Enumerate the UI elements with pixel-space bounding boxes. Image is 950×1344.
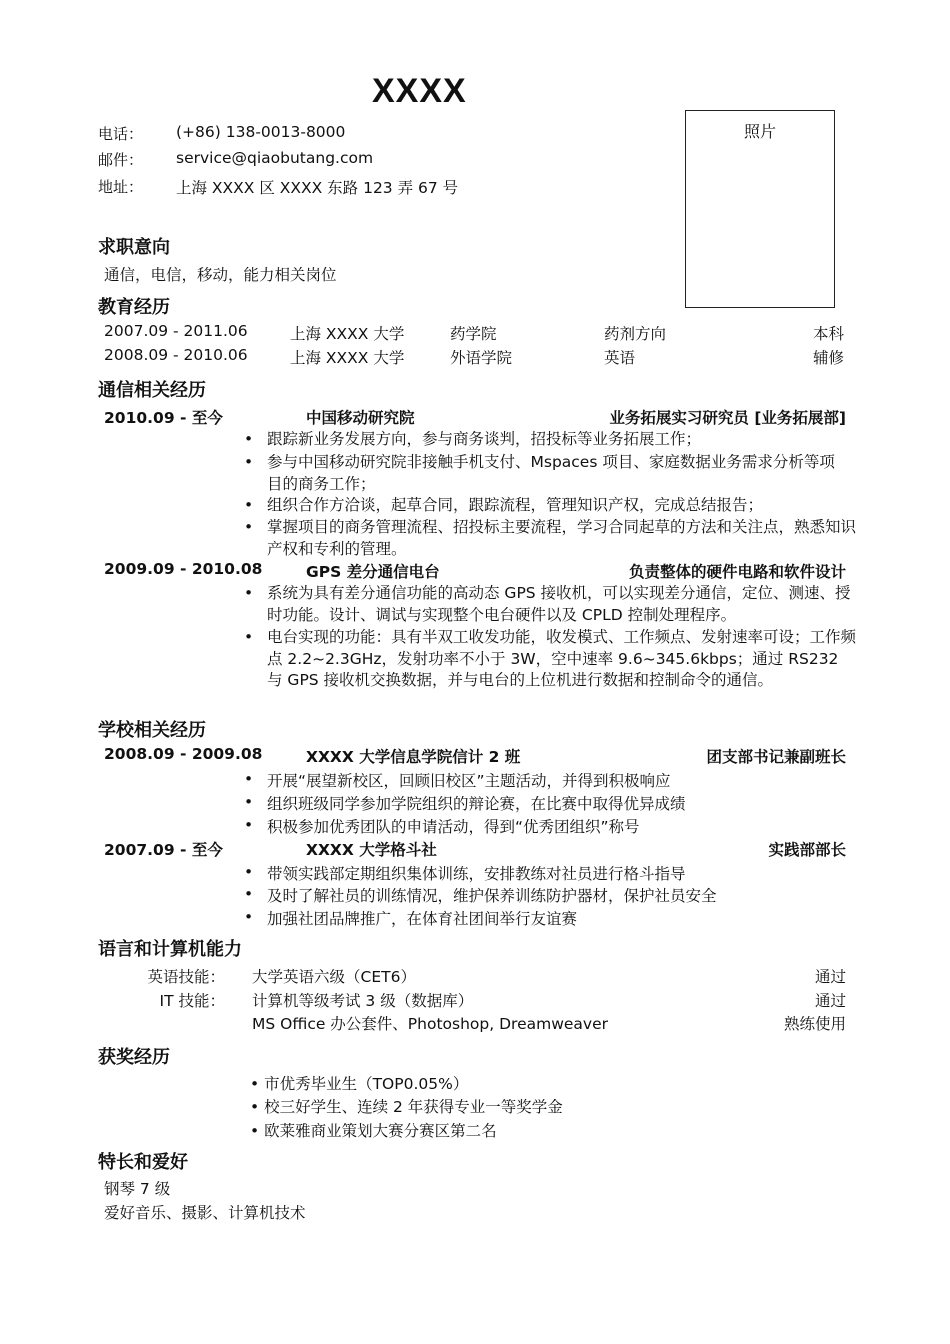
- skill-item: 计算机等级考试 3 级（数据库）: [252, 992, 474, 1010]
- edu-school: 上海 XXXX 大学: [290, 349, 405, 367]
- school-bullet: 积极参加优秀团队的申请活动，得到“优秀团组织”称号: [267, 818, 640, 836]
- bullet-dot: •: [244, 453, 254, 471]
- section-skills-heading: 语言和计算机能力: [98, 939, 242, 960]
- skill-status: 熟练使用: [783, 1015, 846, 1033]
- bullet-dot: •: [244, 496, 254, 514]
- school-bullet: 开展“展望新校区，回顾旧校区”主题活动，并得到积极响应: [267, 772, 671, 790]
- phone-value: (+86) 138-0013-8000: [176, 123, 346, 141]
- edu-major: 英语: [604, 349, 636, 367]
- section-school-heading: 学校相关经历: [98, 720, 206, 741]
- section-hobbies-heading: 特长和爱好: [98, 1152, 188, 1173]
- skill-label: IT 技能：: [159, 992, 225, 1010]
- hobby-item: 钢琴 7 级: [104, 1180, 171, 1198]
- bullet-dot: •: [244, 885, 254, 903]
- telecom-period: 2010.09 - 至今: [104, 409, 223, 427]
- telecom-bullet: 系统为具有差分通信功能的高动态 GPS 接收机，可以实现差分通信，定位、测速、授时功能。设计、调试与实现整个电台硬件以及 CPLD 控制处理程序。: [267, 584, 851, 624]
- telecom-bullet: 跟踪新业务发展方向，参与商务谈判，招投标等业务拓展工作；: [267, 430, 702, 448]
- photo-label: 照片: [744, 122, 777, 141]
- address-value: 上海 XXXX 区 XXXX 东路 123 弄 67 号: [176, 179, 459, 197]
- photo-placeholder: [685, 110, 835, 308]
- resume-name: XXXX: [372, 72, 467, 110]
- telecom-org: GPS 差分通信电台: [306, 563, 440, 581]
- school-org: XXXX 大学信息学院信计 2 班: [306, 748, 521, 766]
- skill-status: 通过: [814, 992, 846, 1010]
- section-objective-heading: 求职意向: [98, 237, 170, 258]
- edu-school: 上海 XXXX 大学: [290, 325, 405, 343]
- edu-dept: 药学院: [450, 325, 497, 343]
- skill-label: 英语技能：: [147, 968, 225, 986]
- award-item: • 市优秀毕业生（TOP0.05%）: [250, 1075, 469, 1093]
- address-label: 地址：: [98, 178, 144, 196]
- email-label: 邮件：: [98, 151, 144, 169]
- telecom-period: 2009.09 - 2010.08: [104, 560, 263, 578]
- bullet-dot: •: [244, 518, 254, 536]
- telecom-role: 负责整体的硬件电路和软件设计: [628, 563, 846, 581]
- bullet-dot: •: [244, 430, 254, 448]
- school-bullet: 加强社团品牌推广，在体育社团间举行友谊赛: [267, 910, 578, 928]
- school-role: 团支部书记兼副班长: [706, 748, 846, 766]
- skill-item: 大学英语六级（CET6）: [252, 968, 416, 986]
- school-org: XXXX 大学格斗社: [306, 841, 437, 859]
- edu-degree: 本科: [813, 325, 845, 343]
- bullet-dot: •: [244, 816, 254, 834]
- telecom-bullet: 参与中国移动研究院非接触手机支付、Mspaces 项目、家庭数据业务需求分析等项目的商务工作；: [267, 453, 835, 493]
- skill-status: 通过: [814, 968, 846, 986]
- telecom-bullet: 电台实现的功能：具有半双工收发功能，收发模式、工作频点、发射速率可设；工作频点 2.2~2.3GHz，发射功率不小于 3W，空中速率 9.6~345.6kbps；通过 RS232 与 GPS 接收机交换数据，并与电台的上位机进行数据和控制命令的通信。: [267, 628, 857, 689]
- edu-period: 2008.09 - 2010.06: [104, 346, 248, 364]
- telecom-org: 中国移动研究院: [306, 409, 415, 427]
- school-bullet: 组织班级同学参加学院组织的辩论赛，在比赛中取得优异成绩: [267, 795, 686, 813]
- edu-period: 2007.09 - 2011.06: [104, 322, 248, 340]
- bullet-dot: •: [244, 770, 254, 788]
- edu-degree: 辅修: [813, 349, 845, 367]
- award-item: • 欧莱雅商业策划大赛分赛区第二名: [250, 1122, 497, 1140]
- school-role: 实践部部长: [768, 841, 846, 859]
- hobby-item: 爱好音乐、摄影、计算机技术: [104, 1204, 306, 1222]
- section-education-heading: 教育经历: [98, 297, 170, 318]
- bullet-dot: •: [244, 908, 254, 926]
- bullet-dot: •: [244, 793, 254, 811]
- school-bullet: 带领实践部定期组织集体训练，安排教练对社员进行格斗指导: [267, 865, 686, 883]
- objective-text: 通信，电信，移动，能力相关岗位: [104, 266, 337, 284]
- telecom-bullet: 掌握项目的商务管理流程、招投标主要流程，学习合同起草的方法和关注点，熟悉知识产权和专利的管理。: [267, 518, 857, 558]
- school-period: 2008.09 - 2009.08: [104, 745, 263, 763]
- bullet-dot: •: [244, 628, 254, 646]
- bullet-dot: •: [244, 584, 254, 602]
- phone-label: 电话：: [98, 125, 144, 143]
- skill-item: MS Office 办公套件、Photoshop, Dreamweaver: [252, 1015, 608, 1033]
- section-awards-heading: 获奖经历: [98, 1047, 170, 1068]
- telecom-role: 业务拓展实习研究员 [业务拓展部]: [609, 409, 846, 427]
- telecom-bullet: 组织合作方洽谈，起草合同，跟踪流程，管理知识产权，完成总结报告；: [267, 496, 764, 514]
- award-item: • 校三好学生、连续 2 年获得专业一等奖学金: [250, 1098, 563, 1116]
- bullet-dot: •: [244, 863, 254, 881]
- edu-dept: 外语学院: [450, 349, 513, 367]
- section-telecom-heading: 通信相关经历: [98, 380, 206, 401]
- email-value: service@qiaobutang.com: [176, 149, 374, 167]
- edu-major: 药剂方向: [604, 325, 667, 343]
- school-bullet: 及时了解社员的训练情况，维护保养训练防护器材，保护社员安全: [267, 887, 717, 905]
- school-period: 2007.09 - 至今: [104, 841, 223, 859]
